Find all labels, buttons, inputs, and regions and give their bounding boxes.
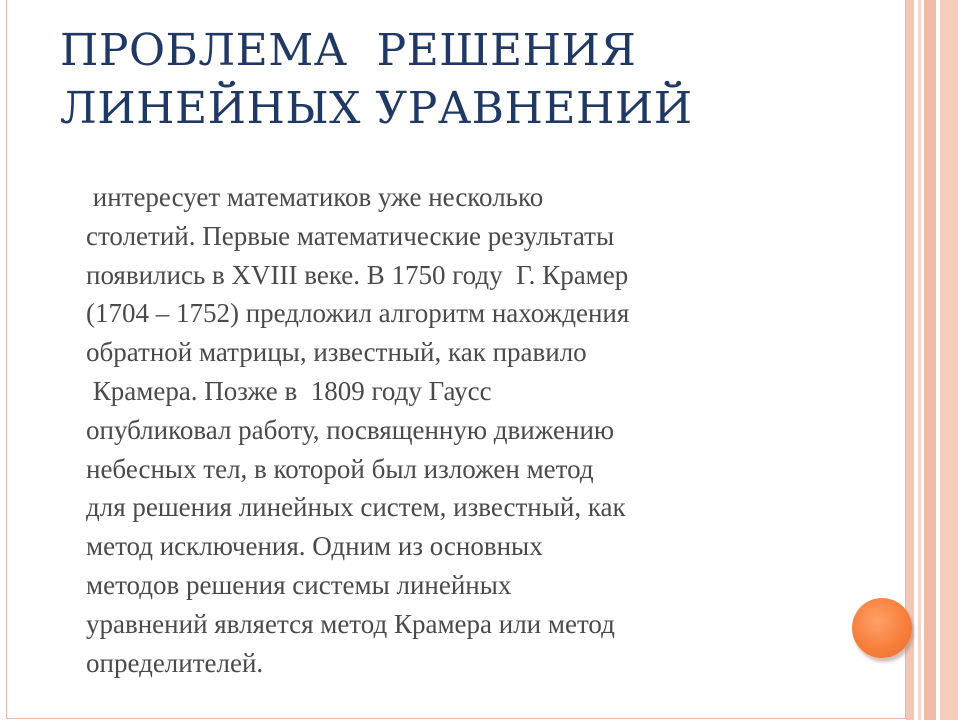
body-line: появились в XVIII веке. В 1750 году Г. Крамер [86, 259, 629, 290]
body-line: определителей. [86, 647, 264, 678]
body-line: опубликовал работу, посвященную движению [86, 414, 615, 445]
body-line: метод исключения. Одним из основных [86, 531, 543, 562]
title-line: ЛИНЕЙНЫХ УРАВНЕНИЙ [60, 83, 693, 134]
body-line: обратной матрицы, известный, как правило [86, 337, 587, 368]
slide-body-text [86, 178, 846, 682]
stripe [940, 0, 958, 720]
body-line: уравнений является метод Крамера или метод [86, 608, 615, 639]
decorative-stripes [900, 0, 960, 720]
orange-circle-decoration [852, 598, 912, 658]
body-line: (1704 – 1752) предложил алгоритм нахождения [86, 298, 630, 329]
body-line: небесных тел, в которой был изложен метод [86, 453, 594, 484]
stripe [924, 0, 936, 720]
body-line: интересует математиков уже несколько [86, 182, 544, 212]
title-line: ПРОБЛЕМА РЕШЕНИЯ [60, 25, 637, 76]
body-line: столетий. Первые математические результаты [86, 220, 615, 251]
body-line: для решения линейных систем, известный, как [86, 492, 626, 523]
stripe [918, 0, 921, 720]
body-line: Крамера. Позже в 1809 году Гаусс [86, 375, 492, 406]
body-line: методов решения системы линейных [86, 569, 512, 600]
slide-title [60, 22, 840, 138]
